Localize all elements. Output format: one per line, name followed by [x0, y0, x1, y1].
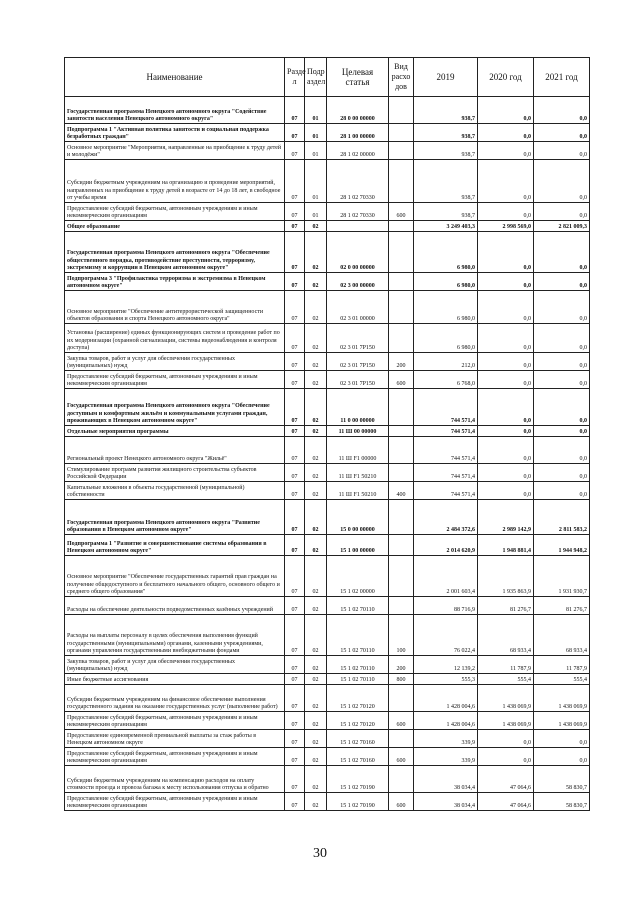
- row-2020: 47 064,6: [478, 766, 534, 793]
- table-row: [65, 437, 590, 464]
- table-row: [65, 500, 590, 535]
- table-row: [65, 426, 590, 437]
- row-exp-type: [389, 500, 414, 535]
- row-section: 07: [285, 160, 305, 203]
- row-subsection: 02: [305, 793, 327, 811]
- row-2020: 0,0: [478, 142, 534, 160]
- row-2021: 0,0: [534, 203, 590, 221]
- row-exp-type: [389, 730, 414, 748]
- row-2019: 938,7: [414, 142, 478, 160]
- row-2021: 58 830,7: [534, 793, 590, 811]
- row-exp-type: 400: [389, 482, 414, 500]
- row-target: 15 1 02 70190: [327, 766, 389, 793]
- row-2020: 0,0: [478, 437, 534, 464]
- row-target: 15 0 00 00000: [327, 500, 389, 535]
- row-section: 07: [285, 142, 305, 160]
- row-exp-type: 600: [389, 793, 414, 811]
- row-target: 15 1 00 00000: [327, 535, 389, 556]
- row-section: 07: [285, 232, 305, 273]
- row-target: 11 0 00 00000: [327, 389, 389, 426]
- row-2019: 938,7: [414, 203, 478, 221]
- row-exp-type: [389, 437, 414, 464]
- row-2020: 0,0: [478, 203, 534, 221]
- row-2019: 3 249 403,3: [414, 221, 478, 232]
- row-2021: 0,0: [534, 291, 590, 324]
- table-row: [65, 556, 590, 597]
- row-2019: 6 980,0: [414, 273, 478, 291]
- row-exp-type: 600: [389, 203, 414, 221]
- row-name: Капитальные вложения в объекты государственной (муниципальной) собственности: [65, 482, 285, 500]
- row-2020: 2 998 569,0: [478, 221, 534, 232]
- row-subsection: 02: [305, 597, 327, 615]
- table-row: [65, 124, 590, 142]
- row-2019: 76 022,4: [414, 615, 478, 656]
- table-row: [65, 160, 590, 203]
- row-section: 07: [285, 535, 305, 556]
- row-exp-type: [389, 324, 414, 353]
- row-target: 15 1 02 70110: [327, 597, 389, 615]
- row-name: Региональный проект Ненецкого автономного округа "Жильё": [65, 437, 285, 464]
- row-section: 07: [285, 482, 305, 500]
- row-section: 07: [285, 766, 305, 793]
- row-2019: 6 980,0: [414, 291, 478, 324]
- row-2021: 0,0: [534, 730, 590, 748]
- row-name: Государственная программа Ненецкого автономного округа "Обеспечение общественного порядка, противодействие преступности, терроризму, экстремизму и коррупции в Ненецком автономном округе": [65, 232, 285, 273]
- row-name: Стимулирование программ развития жилищного строительства субъектов Российской Федерации: [65, 464, 285, 482]
- row-name: Основное мероприятие "Обеспечение государственных гарантий прав граждан на получение общедоступного и бесплатного начального общего, основного общего и среднего общего образования": [65, 556, 285, 597]
- row-2020: 0,0: [478, 291, 534, 324]
- row-2021: 0,0: [534, 748, 590, 766]
- col-header-2021: 2021 год: [534, 58, 590, 97]
- row-2020: 555,4: [478, 674, 534, 685]
- row-exp-type: [389, 426, 414, 437]
- row-2020: 0,0: [478, 124, 534, 142]
- row-2019: 744 571,4: [414, 426, 478, 437]
- row-name: Расходы на выплаты персоналу в целях обеспечения выполнения функций государственными (муниципальными) органами, казенными учреждениями, органами управления государственными внебюджетными фондами: [65, 615, 285, 656]
- row-2021: 0,0: [534, 371, 590, 389]
- row-exp-type: [389, 389, 414, 426]
- row-target: 15 1 02 70110: [327, 656, 389, 674]
- row-section: 07: [285, 273, 305, 291]
- row-target: 11 Ш F1 50210: [327, 482, 389, 500]
- row-2021: 0,0: [534, 124, 590, 142]
- row-2019: 6 980,0: [414, 324, 478, 353]
- row-target: 28 1 00 00000: [327, 124, 389, 142]
- row-section: 07: [285, 748, 305, 766]
- row-subsection: 02: [305, 656, 327, 674]
- row-subsection: 02: [305, 556, 327, 597]
- row-2021: 58 830,7: [534, 766, 590, 793]
- row-section: 07: [285, 97, 305, 124]
- row-target: 11 Ш 00 00000: [327, 426, 389, 437]
- row-2020: 0,0: [478, 353, 534, 371]
- row-target: 02 0 00 00000: [327, 232, 389, 273]
- row-target: 15 1 02 70120: [327, 712, 389, 730]
- row-2021: 0,0: [534, 142, 590, 160]
- row-exp-type: 100: [389, 615, 414, 656]
- row-name: Основное мероприятие "Мероприятия, направленные на приобщение к труду детей и молодёжи": [65, 142, 285, 160]
- row-2019: 2 001 603,4: [414, 556, 478, 597]
- budget-table: [64, 57, 590, 811]
- row-subsection: 02: [305, 748, 327, 766]
- row-exp-type: [389, 291, 414, 324]
- table-row: [65, 464, 590, 482]
- row-2019: 744 571,4: [414, 389, 478, 426]
- row-2021: 555,4: [534, 674, 590, 685]
- table-row: [65, 766, 590, 793]
- row-name: Предоставление субсидий бюджетным, автономным учреждениям и иным некоммерческим организациям: [65, 371, 285, 389]
- row-2021: 0,0: [534, 324, 590, 353]
- row-target: 11 Ш F1 00000: [327, 437, 389, 464]
- row-exp-type: [389, 232, 414, 273]
- row-target: 02 3 01 00000: [327, 291, 389, 324]
- row-2019: 1 428 004,6: [414, 712, 478, 730]
- row-name: Подпрограмма 3 "Профилактика терроризма и экстремизма в Ненецком автономном округе": [65, 273, 285, 291]
- row-subsection: 01: [305, 124, 327, 142]
- row-target: 28 1 02 00000: [327, 142, 389, 160]
- table-row: [65, 142, 590, 160]
- row-2020: 47 064,6: [478, 793, 534, 811]
- row-2021: 11 787,9: [534, 656, 590, 674]
- row-subsection: 02: [305, 766, 327, 793]
- row-exp-type: [389, 124, 414, 142]
- table-row: [65, 203, 590, 221]
- row-2020: 0,0: [478, 482, 534, 500]
- row-2019: 938,7: [414, 124, 478, 142]
- row-subsection: 02: [305, 232, 327, 273]
- row-2021: 1 438 069,9: [534, 685, 590, 712]
- row-name: Государственная программа Ненецкого автономного округа "Развитие образования в Ненецком автономном округе": [65, 500, 285, 535]
- col-header-2019: 2019: [414, 58, 478, 97]
- row-name: Предоставление субсидий бюджетным, автономным учреждениям и иным некоммерческим организациям: [65, 748, 285, 766]
- row-2021: 0,0: [534, 353, 590, 371]
- row-2021: 0,0: [534, 437, 590, 464]
- row-section: 07: [285, 685, 305, 712]
- table-row: [65, 712, 590, 730]
- table-row: [65, 232, 590, 273]
- row-exp-type: 200: [389, 656, 414, 674]
- row-subsection: 02: [305, 730, 327, 748]
- row-subsection: 02: [305, 324, 327, 353]
- table-row: [65, 685, 590, 712]
- row-2020: 0,0: [478, 389, 534, 426]
- col-header-2020: 2020 год: [478, 58, 534, 97]
- row-subsection: 02: [305, 273, 327, 291]
- table-row: [65, 748, 590, 766]
- table-row: [65, 371, 590, 389]
- row-2019: 212,0: [414, 353, 478, 371]
- row-name: Государственная программа Ненецкого автономного округа "Содействие занятости населения Ненецкого автономного округа": [65, 97, 285, 124]
- row-2020: 1 948 881,4: [478, 535, 534, 556]
- row-2019: 744 571,4: [414, 437, 478, 464]
- row-section: 07: [285, 464, 305, 482]
- row-section: 07: [285, 597, 305, 615]
- row-target: [327, 221, 389, 232]
- row-2019: 339,9: [414, 730, 478, 748]
- table-row: [65, 615, 590, 656]
- row-subsection: 02: [305, 221, 327, 232]
- row-2020: 0,0: [478, 273, 534, 291]
- row-section: 07: [285, 291, 305, 324]
- row-exp-type: 600: [389, 371, 414, 389]
- table-row: [65, 353, 590, 371]
- row-section: 07: [285, 124, 305, 142]
- row-section: 07: [285, 712, 305, 730]
- row-2019: 2 484 372,6: [414, 500, 478, 535]
- row-subsection: 02: [305, 389, 327, 426]
- row-exp-type: [389, 597, 414, 615]
- row-subsection: 02: [305, 371, 327, 389]
- row-subsection: 01: [305, 97, 327, 124]
- row-section: 07: [285, 730, 305, 748]
- row-2021: 0,0: [534, 482, 590, 500]
- row-exp-type: [389, 535, 414, 556]
- row-target: 15 1 02 70190: [327, 793, 389, 811]
- row-name: Расходы на обеспечение деятельности подведомственных казённых учреждений: [65, 597, 285, 615]
- row-exp-type: [389, 97, 414, 124]
- row-subsection: 01: [305, 142, 327, 160]
- row-2020: 81 276,7: [478, 597, 534, 615]
- row-section: 07: [285, 556, 305, 597]
- table-row: [65, 97, 590, 124]
- row-name: Субсидии бюджетным учреждениям на компенсацию расходов на оплату стоимости проезда и провоза багажа к месту использования отпуска и обратно: [65, 766, 285, 793]
- row-2019: 2 014 620,9: [414, 535, 478, 556]
- row-2020: 0,0: [478, 730, 534, 748]
- table-row: [65, 674, 590, 685]
- row-name: Отдельные мероприятия программы: [65, 426, 285, 437]
- col-header-subsection: Подр аздел: [305, 58, 327, 97]
- row-subsection: 02: [305, 500, 327, 535]
- row-section: 07: [285, 500, 305, 535]
- row-2019: 6 768,0: [414, 371, 478, 389]
- row-subsection: 01: [305, 160, 327, 203]
- row-exp-type: 200: [389, 353, 414, 371]
- row-name: Подпрограмма 1 "Развитие и совершенствование системы образования в Ненецком автономном округе": [65, 535, 285, 556]
- table-row: [65, 656, 590, 674]
- row-exp-type: [389, 556, 414, 597]
- row-2020: 0,0: [478, 371, 534, 389]
- row-exp-type: 600: [389, 748, 414, 766]
- row-2020: 68 933,4: [478, 615, 534, 656]
- table-row: [65, 535, 590, 556]
- row-2021: 68 933,4: [534, 615, 590, 656]
- row-exp-type: [389, 766, 414, 793]
- row-subsection: 02: [305, 291, 327, 324]
- row-2020: 11 787,9: [478, 656, 534, 674]
- row-2019: 938,7: [414, 97, 478, 124]
- row-section: 07: [285, 615, 305, 656]
- table-row: [65, 389, 590, 426]
- row-exp-type: [389, 273, 414, 291]
- row-subsection: 02: [305, 437, 327, 464]
- row-2019: 744 571,4: [414, 482, 478, 500]
- table-header-row: [65, 58, 590, 97]
- row-section: 07: [285, 353, 305, 371]
- row-name: Установка (расширение) единых функционирующих систем и проведение работ по их модернизации (охранной сигнализации, системы видеонаблюдения и контроля доступа): [65, 324, 285, 353]
- row-2020: 1 438 069,9: [478, 712, 534, 730]
- row-name: Субсидии бюджетным учреждениям на финансовое обеспечение выполнения государственного задания на оказание государственных услуг (выполнение работ): [65, 685, 285, 712]
- row-2021: 0,0: [534, 426, 590, 437]
- row-name: Иные бюджетные ассигнования: [65, 674, 285, 685]
- row-subsection: 02: [305, 426, 327, 437]
- row-subsection: 02: [305, 353, 327, 371]
- row-exp-type: 800: [389, 674, 414, 685]
- row-target: 28 0 00 00000: [327, 97, 389, 124]
- row-2020: 0,0: [478, 464, 534, 482]
- row-2019: 38 034,4: [414, 793, 478, 811]
- row-subsection: 01: [305, 203, 327, 221]
- row-section: 07: [285, 437, 305, 464]
- row-exp-type: 600: [389, 712, 414, 730]
- row-subsection: 02: [305, 712, 327, 730]
- row-exp-type: [389, 464, 414, 482]
- page-number: 30: [313, 846, 327, 861]
- col-header-target: Целевая статья: [327, 58, 389, 97]
- row-2020: 0,0: [478, 97, 534, 124]
- col-header-section: Разде л: [285, 58, 305, 97]
- row-2021: 1 931 930,7: [534, 556, 590, 597]
- row-section: 07: [285, 389, 305, 426]
- row-2019: 339,9: [414, 748, 478, 766]
- row-2019: 6 980,0: [414, 232, 478, 273]
- col-header-name: Наименование: [65, 58, 285, 97]
- row-2021: 1 944 948,2: [534, 535, 590, 556]
- row-subsection: 02: [305, 674, 327, 685]
- row-target: 15 1 02 00000: [327, 556, 389, 597]
- row-section: 07: [285, 324, 305, 353]
- table-row: [65, 273, 590, 291]
- row-2020: 0,0: [478, 232, 534, 273]
- row-subsection: 02: [305, 482, 327, 500]
- col-header-exp-type: Вид расхо дов: [389, 58, 414, 97]
- row-exp-type: [389, 160, 414, 203]
- row-section: 07: [285, 221, 305, 232]
- row-section: 07: [285, 203, 305, 221]
- row-target: 02 3 01 7P150: [327, 353, 389, 371]
- row-2020: 0,0: [478, 748, 534, 766]
- row-target: 15 1 02 70160: [327, 730, 389, 748]
- row-2021: 0,0: [534, 97, 590, 124]
- row-target: 11 Ш F1 50210: [327, 464, 389, 482]
- row-name: Предоставление единовременной премиальной выплаты за стаж работы в Ненецком автономном округе: [65, 730, 285, 748]
- row-section: 07: [285, 674, 305, 685]
- row-subsection: 02: [305, 464, 327, 482]
- table-row: [65, 221, 590, 232]
- row-section: 07: [285, 426, 305, 437]
- row-exp-type: [389, 221, 414, 232]
- row-name: Закупка товаров, работ и услуг для обеспечения государственных (муниципальных) нужд: [65, 353, 285, 371]
- row-2021: 0,0: [534, 232, 590, 273]
- row-name: Субсидии бюджетным учреждениям на организацию и проведение мероприятий, направленных на приобщение к труду детей в возрасте от 14 до 18 лет, в свободное от учебы время: [65, 160, 285, 203]
- table-row: [65, 482, 590, 500]
- row-2020: 0,0: [478, 160, 534, 203]
- row-target: 15 1 02 70120: [327, 685, 389, 712]
- table-row: [65, 793, 590, 811]
- row-name: Основное мероприятие "Обеспечение антитеррористической защищенности объектов образования и спорта Ненецкого автономного округа": [65, 291, 285, 324]
- row-target: 15 1 02 70110: [327, 674, 389, 685]
- row-2021: 2 811 583,2: [534, 500, 590, 535]
- row-2021: 0,0: [534, 160, 590, 203]
- row-section: 07: [285, 656, 305, 674]
- row-2021: 0,0: [534, 389, 590, 426]
- table-row: [65, 730, 590, 748]
- row-2019: 555,3: [414, 674, 478, 685]
- row-2021: 81 276,7: [534, 597, 590, 615]
- row-section: 07: [285, 371, 305, 389]
- row-name: Подпрограмма 1 "Активная политика занятости и социальная поддержка безработных граждан": [65, 124, 285, 142]
- row-name: Государственная программа Ненецкого автономного округа "Обеспечение доступным и комфортным жильём и коммунальными услугами граждан, проживающих в Ненецком автономном округе": [65, 389, 285, 426]
- table-row: [65, 291, 590, 324]
- row-section: 07: [285, 793, 305, 811]
- row-2021: 0,0: [534, 464, 590, 482]
- row-2019: 938,7: [414, 160, 478, 203]
- row-2019: 38 034,4: [414, 766, 478, 793]
- row-target: 02 3 01 7P150: [327, 371, 389, 389]
- row-2020: 1 935 863,9: [478, 556, 534, 597]
- row-name: Закупка товаров, работ и услуг для обеспечения государственных (муниципальных) нужд: [65, 656, 285, 674]
- table-body: [65, 97, 590, 811]
- row-name: Общее образование: [65, 221, 285, 232]
- row-target: 02 3 01 7P150: [327, 324, 389, 353]
- row-2019: 1 428 004,6: [414, 685, 478, 712]
- table-row: [65, 324, 590, 353]
- row-subsection: 02: [305, 685, 327, 712]
- row-2021: 2 821 009,3: [534, 221, 590, 232]
- row-name: Предоставление субсидий бюджетным, автономным учреждениям и иным некоммерческим организациям: [65, 712, 285, 730]
- row-subsection: 02: [305, 535, 327, 556]
- row-name: Предоставление субсидий бюджетным, автономным учреждениям и иным некоммерческим организациям: [65, 203, 285, 221]
- row-exp-type: [389, 685, 414, 712]
- row-2020: 0,0: [478, 426, 534, 437]
- row-2020: 0,0: [478, 324, 534, 353]
- row-2019: 12 139,2: [414, 656, 478, 674]
- row-target: 28 1 02 70330: [327, 203, 389, 221]
- row-2019: 88 716,9: [414, 597, 478, 615]
- row-name: Предоставление субсидий бюджетным, автономным учреждениям и иным некоммерческим организациям: [65, 793, 285, 811]
- row-target: 15 1 02 70110: [327, 615, 389, 656]
- row-2021: 0,0: [534, 273, 590, 291]
- row-target: 02 3 00 00000: [327, 273, 389, 291]
- row-2020: 1 438 069,9: [478, 685, 534, 712]
- row-subsection: 02: [305, 615, 327, 656]
- row-target: 28 1 02 70330: [327, 160, 389, 203]
- row-2021: 1 438 069,9: [534, 712, 590, 730]
- row-exp-type: [389, 142, 414, 160]
- row-2020: 2 989 142,9: [478, 500, 534, 535]
- row-2019: 744 571,4: [414, 464, 478, 482]
- row-target: 15 1 02 70160: [327, 748, 389, 766]
- table-row: [65, 597, 590, 615]
